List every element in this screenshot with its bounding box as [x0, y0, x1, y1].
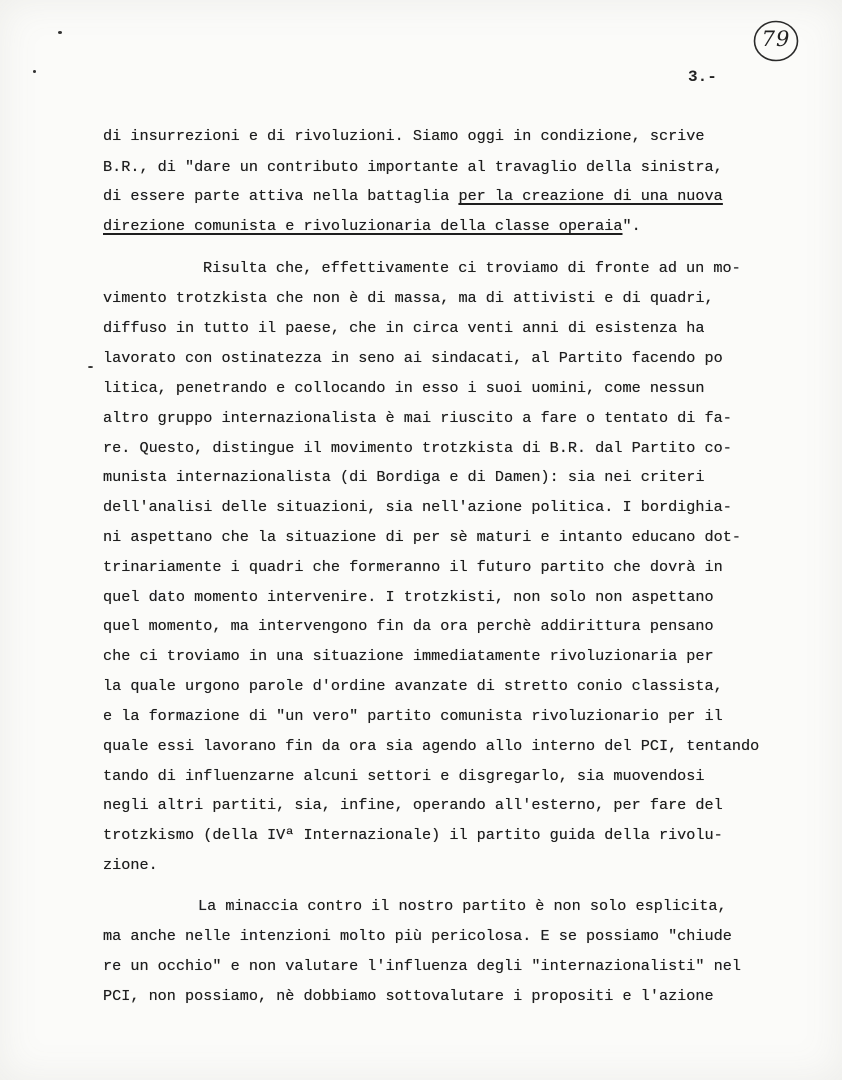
text-line: diffuso in tutto il paese, che in circa venti anni di esistenza ha: [103, 319, 705, 337]
text-line: B.R., di "dare un contributo importante al travaglio della sinistra,: [103, 158, 723, 176]
page-number: 3.-: [688, 68, 717, 86]
scan-speck: [33, 70, 36, 73]
text-line: negli altri partiti, sia, infine, operando all'esterno, per fare del: [103, 796, 723, 814]
text-line: di insurrezioni e di rivoluzioni. Siamo oggi in condizione, scrive: [103, 127, 705, 145]
text-line: vimento trotzkista che non è di massa, ma di attivisti e di quadri,: [103, 289, 714, 307]
text-line: lavorato con ostinatezza in seno ai sindacati, al Partito facendo po: [103, 349, 723, 367]
text-line: altro gruppo internazionalista è mai riuscito a fare o tentato di fa-: [103, 409, 732, 427]
text-line: quel momento, ma intervengono fin da ora perchè addirittura pensano: [103, 617, 714, 635]
text-line: di essere parte attiva nella battaglia per la creazione di una nuova: [103, 187, 723, 205]
text-line: ma anche nelle intenzioni molto più pericolosa. E se possiamo "chiude: [103, 927, 732, 945]
text-line: direzione comunista e rivoluzionaria della classe operaia".: [103, 217, 641, 235]
text-line: quel dato momento intervenire. I trotzkisti, non solo non aspettano: [103, 588, 714, 606]
text-line: che ci troviamo in una situazione immediatamente rivoluzionaria per: [103, 647, 714, 665]
text-line: re un occhio" e non valutare l'influenza degli "internazionalisti" nel: [103, 957, 741, 975]
text-line: ni aspettano che la situazione di per sè maturi e intanto educano dot-: [103, 528, 741, 546]
folio-stamp: [752, 18, 800, 64]
text-line: munista internazionalista (di Bordiga e di Damen): sia nei criteri: [103, 468, 705, 486]
text-line: zione.: [103, 856, 158, 874]
paragraph-start-line: La minaccia contro il nostro partito è non solo esplicita,: [198, 897, 727, 915]
text-line: tando di influenzarne alcuni settori e disgregarlo, sia muovendosi: [103, 767, 705, 785]
paragraph-start-line: Risulta che, effettivamente ci troviamo di fronte ad un mo-: [203, 259, 741, 277]
text-line: litica, penetrando e collocando in esso i suoi uomini, come nessun: [103, 379, 705, 397]
text-line: re. Questo, distingue il movimento trotzkista di B.R. dal Partito co-: [103, 439, 732, 457]
scan-speck: [58, 31, 62, 34]
text-line: e la formazione di "un vero" partito comunista rivoluzionario per il: [103, 707, 723, 725]
folio-number: 79: [761, 27, 791, 51]
text-line: PCI, non possiamo, nè dobbiamo sottovalutare i propositi e l'azione: [103, 987, 714, 1005]
text-line: quale essi lavorano fin da ora sia agendo allo interno del PCI, tentando: [103, 737, 760, 755]
text-line: trinariamente i quadri che formeranno il futuro partito che dovrà in: [103, 558, 723, 576]
text-line: dell'analisi delle situazioni, sia nell'azione politica. I bordighia-: [103, 498, 732, 516]
text-line: trotzkismo (della IVª Internazionale) il partito guida della rivolu-: [103, 826, 723, 844]
scan-speck: [88, 366, 93, 368]
text-line: la quale urgono parole d'ordine avanzate di stretto conio classista,: [103, 677, 723, 695]
underlined-phrase: direzione comunista e rivoluzionaria della classe operaia: [103, 217, 623, 235]
underlined-phrase: per la creazione di una nuova: [458, 187, 723, 205]
